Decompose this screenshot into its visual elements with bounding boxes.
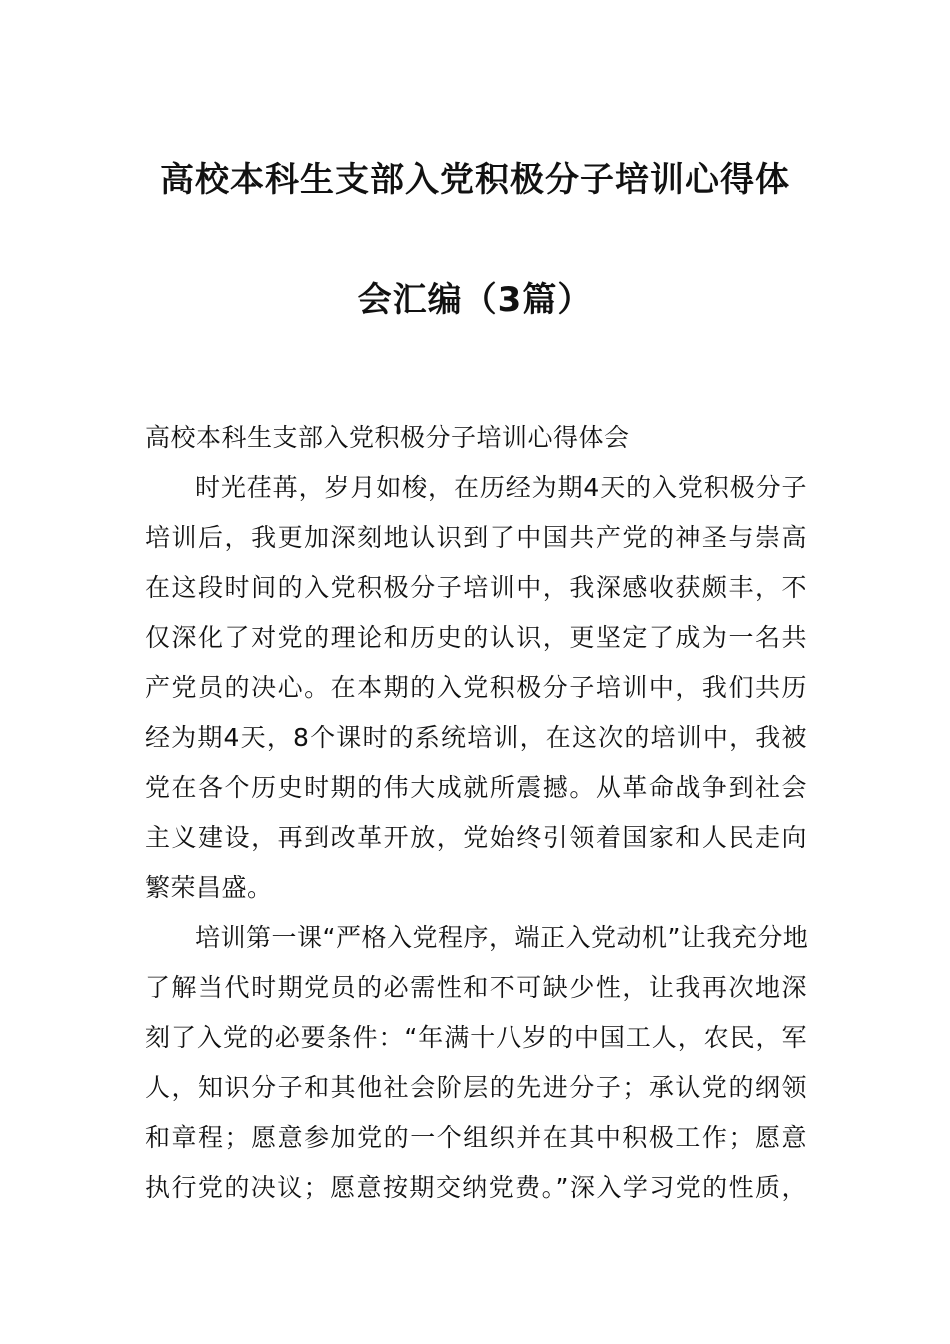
paragraph-line: 执行党的决议；愿意按期交纳党费。”深入学习党的性质， xyxy=(145,1173,807,1202)
paragraph-line: 人，知识分子和其他社会阶层的先进分子；承认党的纲领 xyxy=(145,1073,807,1102)
paragraph-line: 和章程；愿意参加党的一个组织并在其中积极工作；愿意 xyxy=(145,1123,807,1152)
paragraph-line: 培训第一课“严格入党程序，端正入党动机”让我充分地 xyxy=(195,923,809,952)
document-title-line-1: 高校本科生支部入党积极分子培训心得体 xyxy=(160,160,790,200)
paragraph-line: 在这段时间的入党积极分子培训中，我深感收获颇丰，不 xyxy=(145,573,807,602)
paragraph-line: 刻了入党的必要条件：“年满十八岁的中国工人，农民，军 xyxy=(145,1023,807,1052)
paragraph-line: 经为期4天，8个课时的系统培训，在这次的培训中，我被 xyxy=(145,723,807,752)
article-subheading: 高校本科生支部入党积极分子培训心得体会 xyxy=(145,423,630,452)
paragraph-line: 了解当代时期党员的必需性和不可缺少性，让我再次地深 xyxy=(145,973,807,1002)
paragraph-line: 产党员的决心。在本期的入党积极分子培训中，我们共历 xyxy=(145,673,807,702)
paragraph-2 xyxy=(145,921,807,1205)
paragraph-line: 党在各个历史时期的伟大成就所震撼。从革命战争到社会 xyxy=(145,773,807,802)
paragraph-line: 主义建设，再到改革开放，党始终引领着国家和人民走向 xyxy=(145,823,807,852)
document-title-line-2: 会汇编（3篇） xyxy=(357,280,593,320)
paragraph-line: 培训后，我更加深刻地认识到了中国共产党的神圣与崇高 xyxy=(145,523,807,552)
paragraph-line: 仅深化了对党的理论和历史的认识，更坚定了成为一名共 xyxy=(145,623,807,652)
paragraph-line: 时光荏苒，岁月如梭，在历经为期4天的入党积极分子 xyxy=(195,473,807,502)
paragraph-line: 繁荣昌盛。 xyxy=(145,873,273,902)
paragraph-1 xyxy=(145,471,807,905)
document-body xyxy=(145,421,807,1221)
